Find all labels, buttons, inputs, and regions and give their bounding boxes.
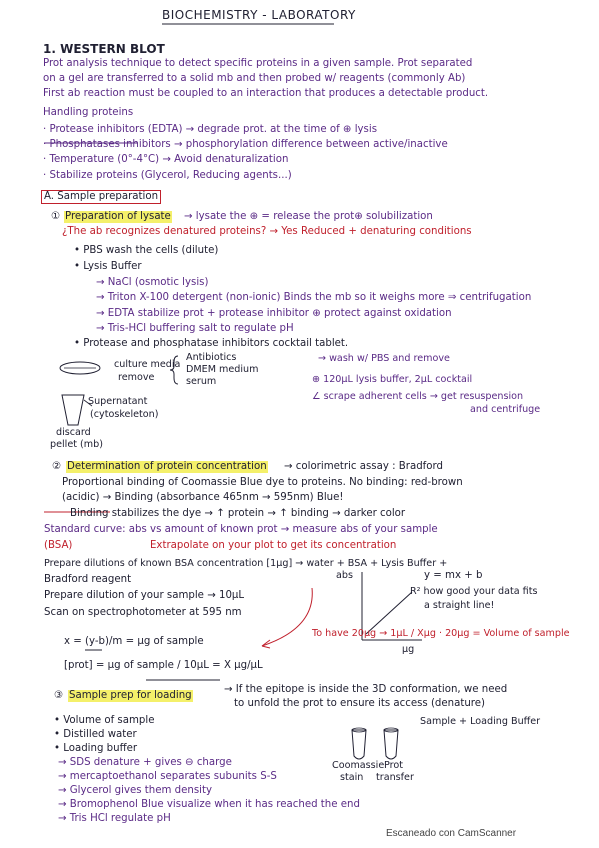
intro-line-3: First ab reaction must be coupled to an interaction that produces a detectable product.	[43, 88, 489, 99]
tube-2-label-2: transfer	[376, 772, 414, 783]
bradford-line-1: Proportional binding of Coomassie Blue dye to proteins. No binding: red-brown	[62, 477, 463, 488]
section-heading-western-blot: 1. WESTERN BLOT	[43, 42, 165, 56]
step2-after: → colorimetric assay : Bradford	[284, 461, 443, 472]
graph-y-label: abs	[336, 570, 353, 581]
media-item-1: Antibiotics	[186, 352, 237, 363]
cytoskeleton-label: (cytoskeleton)	[90, 409, 159, 420]
bradford-line-3: Binding stabilizes the dye → ↑ protein → ↑ binding → darker color	[70, 508, 406, 519]
prep-line-2: Bradford reagent	[44, 574, 132, 585]
step2-title: Determination of protein concentration	[67, 461, 267, 472]
step3-item-2: • Distilled water	[54, 729, 137, 740]
wash-label: → wash w/ PBS and remove	[318, 353, 450, 364]
scrape-label-2: and centrifuge	[470, 404, 541, 415]
red-arrow	[262, 588, 312, 646]
tube-1-label: Coomassie	[332, 760, 385, 771]
step3-item-4: → SDS denature + gives ⊖ charge	[58, 757, 232, 768]
handling-heading: Handling proteins	[43, 107, 134, 118]
scanner-watermark: Escaneado con CamScanner	[386, 828, 517, 839]
prep-line-3: Prepare dilution of your sample → 10μL	[44, 590, 245, 601]
bsa-label: (BSA)	[44, 540, 73, 551]
intro-line-1: Prot analysis technique to detect specific proteins in a given sample. Prot separated	[43, 58, 473, 69]
tube-2-label: Prot	[384, 760, 403, 771]
intro-line-2: on a gel are transferred to a solid mb and then probed w/ reagents (commonly Ab)	[43, 73, 466, 84]
lysis-item-2: → Triton X-100 detergent (non-ionic) Binds the mb so it weighs more ⇒ centrifugation	[96, 292, 532, 303]
step3-item-8: → Tris HCl regulate pH	[58, 813, 171, 824]
standard-curve-line: Standard curve: abs vs amount of known prot → measure abs of your sample	[44, 524, 438, 535]
step1-desc: → lysate the ⊕ = release the prot⊕ solubilization	[184, 211, 433, 222]
lysis-buffer-line: • Lysis Buffer	[74, 261, 142, 272]
r2-line-2: a straight line!	[424, 600, 495, 611]
media-item-3: serum	[186, 376, 217, 387]
step3-item-3: • Loading buffer	[54, 743, 138, 754]
step3-item-5: → mercaptoethanol separates subunits S-S	[58, 771, 277, 782]
add-buffer-label: ⊕ 120μL lysis buffer, 2μL cocktail	[312, 374, 473, 385]
step3-item-7: → Bromophenol Blue visualize when it has reached the end	[58, 799, 360, 810]
step3-after: → If the epitope is inside the 3D conformation, we need	[224, 684, 508, 695]
step3-item-6: → Glycerol gives them density	[58, 785, 213, 796]
bradford-line-2: (acidic) → Binding (absorbance 465nm → 595nm) Blue!	[62, 492, 344, 503]
prep-line-1: Prepare dilutions of known BSA concentration [1μg] → water + BSA + Lysis Buffer +	[44, 558, 448, 569]
formula-2: [prot] = μg of sample / 10μL = X μg/μL	[64, 660, 263, 671]
step3-number: ③	[54, 690, 64, 701]
lysis-item-1: → NaCl (osmotic lysis)	[96, 277, 209, 288]
scrape-label: ∠ scrape adherent cells → get resuspension	[312, 391, 524, 402]
handling-item-2: · Phosphatases inhibitors → phosphorylation difference between active/inactive	[43, 139, 448, 150]
lysis-item-3: → EDTA stabilize prot + protease inhibitor ⊕ protect against oxidation	[96, 308, 452, 319]
tablet-line: • Protease and phosphatase inhibitors cocktail tablet.	[74, 338, 349, 349]
pbs-line: • PBS wash the cells (dilute)	[74, 245, 219, 256]
to-have-line: To have 20μg → 1μL / Xμg · 20μg = Volume of sample	[312, 628, 570, 639]
section-a-heading: A. Sample preparation	[41, 190, 161, 204]
culture-media-label: culture media	[114, 359, 181, 370]
equation: y = mx + b	[424, 570, 483, 581]
step1-title: Preparation of lysate	[65, 211, 171, 222]
handling-item-1: · Protease inhibitors (EDTA) → degrade prot. at the time of ⊕ lysis	[43, 124, 377, 135]
step1-number: ①	[51, 211, 61, 222]
handling-item-3: · Temperature (0°-4°C) → Avoid denaturalization	[43, 154, 289, 165]
extrapolate-line: Extrapolate on your plot to get its concentration	[150, 540, 397, 551]
r2-line: R² how good your data fits	[410, 586, 538, 597]
lysis-item-4: → Tris-HCl buffering salt to regulate pH	[96, 323, 294, 334]
page-title: BIOCHEMISTRY - LABORATORY	[162, 8, 356, 22]
step3-item-1: • Volume of sample	[54, 715, 155, 726]
tube-1-label-2: stain	[340, 772, 364, 783]
handling-item-4: · Stabilize proteins (Glycerol, Reducing agents...)	[43, 170, 292, 181]
graph-x-label: μg	[402, 644, 415, 655]
tube-icons	[352, 728, 398, 759]
sample-loading-label: Sample + Loading Buffer	[420, 716, 541, 727]
media-item-2: DMEM medium	[186, 364, 259, 375]
formula-1: x = (y-b)/m = μg of sample	[64, 636, 204, 647]
discard-label: discard	[56, 427, 91, 438]
pellet-label: pellet (mb)	[50, 439, 103, 450]
supernatant-label: Supernatant	[88, 396, 148, 407]
step3-title: Sample prep for loading	[69, 690, 192, 701]
step1-question: ¿The ab recognizes denatured proteins? → Yes Reduced + denaturing conditions	[62, 226, 472, 237]
prep-line-4: Scan on spectrophotometer at 595 nm	[44, 607, 242, 618]
step3-after-2: to unfold the prot to ensure its access (denature)	[234, 698, 486, 709]
remove-label: remove	[118, 372, 155, 383]
step2-number: ②	[52, 461, 62, 472]
centrifuge-tube-icon	[62, 395, 84, 425]
